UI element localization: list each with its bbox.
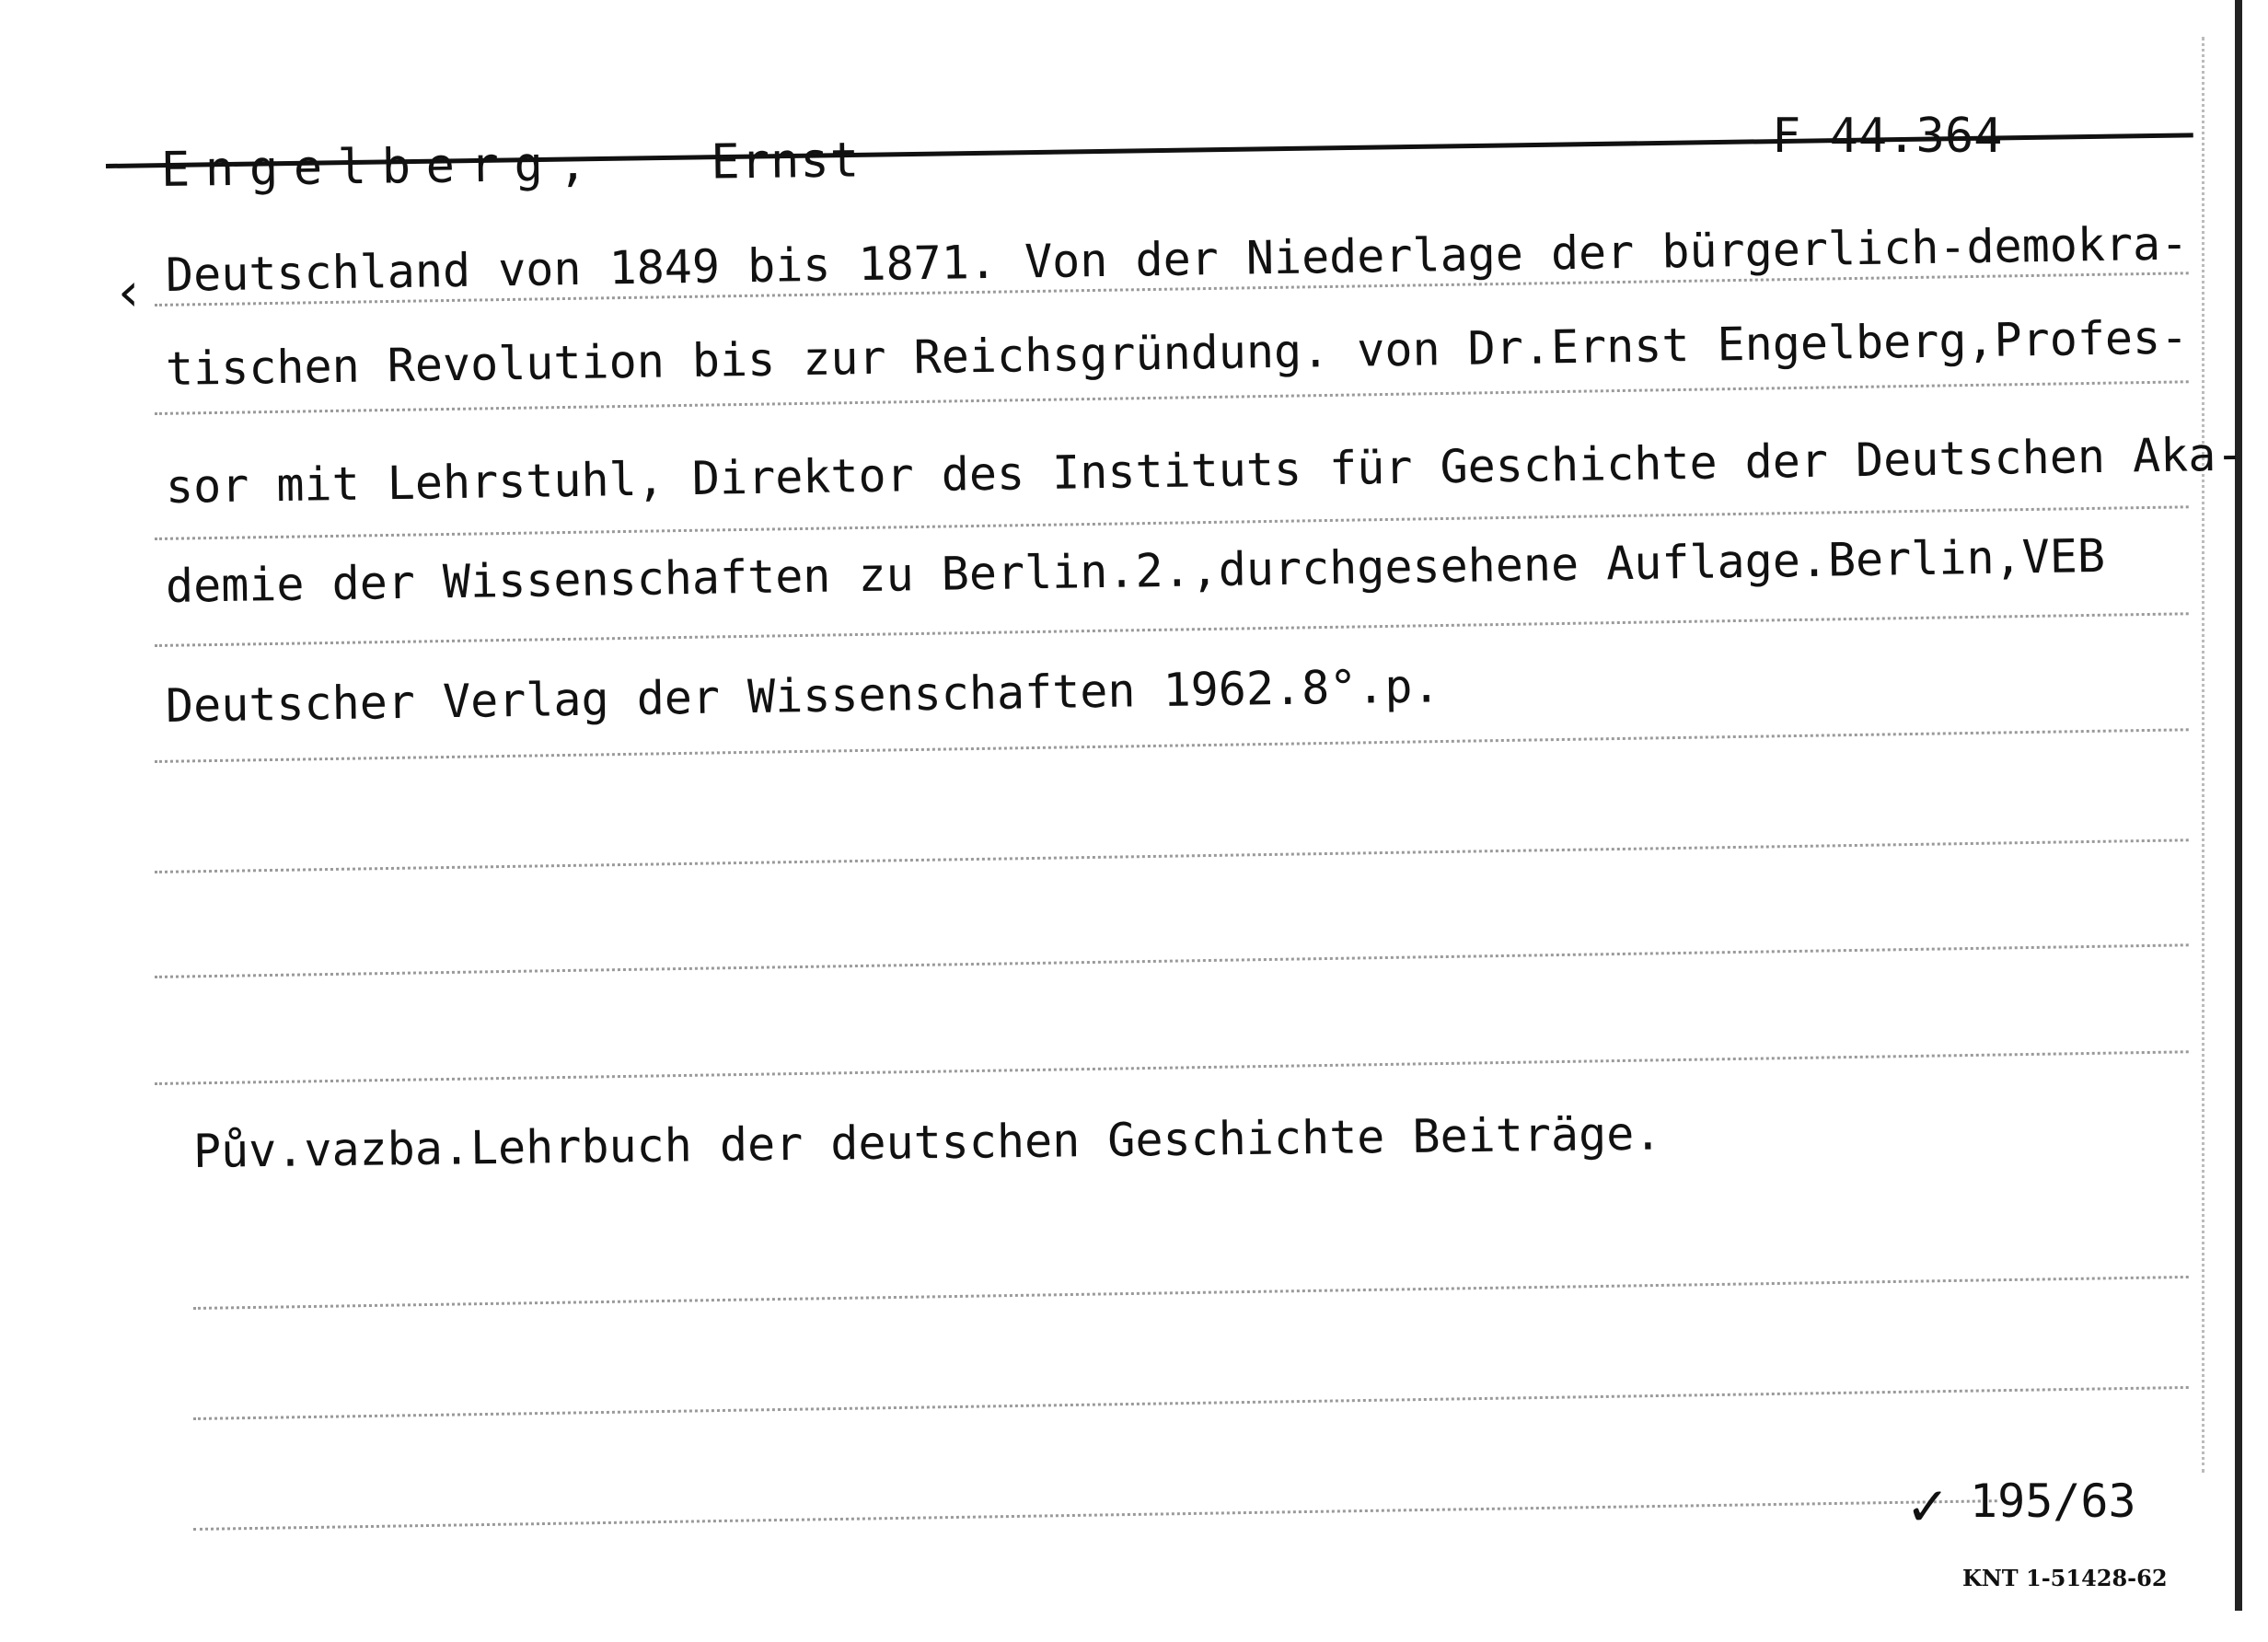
accession-number: 195/63 [1970,1474,2136,1528]
dotted-rule [155,612,2189,647]
author-surname: Engelberg, [160,136,603,198]
dotted-rule [155,838,2189,873]
record-line-4: demie der Wissenschaften zu Berlin.2.,durchgesehene Auflage.Berlin,VEB [165,528,2106,613]
record-line-1: Deutschland von 1849 bis 1871. Von der Niederlage der bürgerlich-demokra- [165,216,2189,302]
card-edge [2235,0,2242,1611]
dotted-rule [193,1499,1997,1531]
record-line-5: Deutscher Verlag der Wissenschaften 1962.8°.p. [165,659,1441,733]
record-line-3: sor mit Lehrstuhl, Direktor des Instituts für Geschichte der Deutschen Aka- [165,427,2244,514]
dotted-rule [193,1386,2189,1420]
record-line-2: tischen Revolution bis zur Reichsgründung. von Dr.Ernst Engelberg,Profes- [165,310,2189,396]
margin-dots [2202,37,2223,1473]
dotted-rule [155,1050,2189,1085]
dotted-rule [155,943,2189,978]
author-firstname: Ernst [710,133,861,191]
dotted-rule [193,1276,2189,1310]
print-code: KNT 1-51428-62 [1962,1565,2168,1591]
bracket-mark: ‹ [118,260,140,323]
check-mark: ✓ [1905,1475,1950,1538]
call-number: F 44.364 [1772,109,2003,164]
binding-note: Pův.vazba.Lehrbuch der deutschen Geschichte Beiträge. [192,1106,1662,1178]
dotted-rule [155,728,2189,763]
